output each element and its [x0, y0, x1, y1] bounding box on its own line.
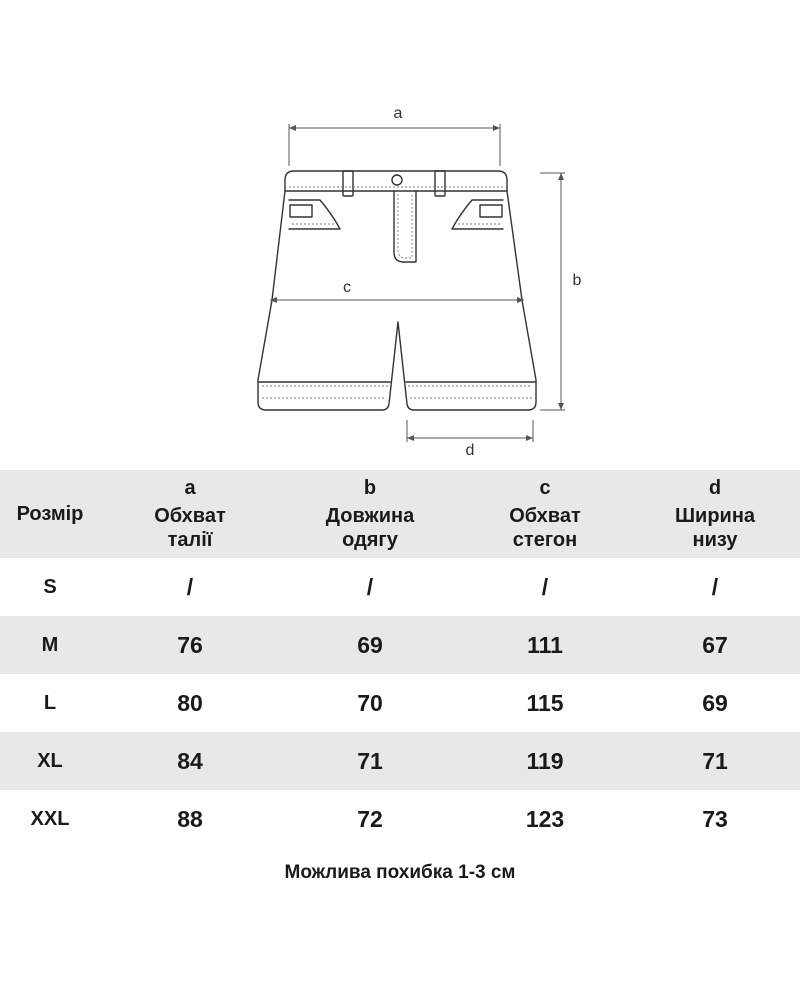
cell-d: 69: [702, 689, 728, 716]
table-row: [0, 790, 800, 848]
waistband-outline: [285, 171, 507, 191]
table-row: [0, 732, 800, 790]
cell-size: XXL: [30, 807, 70, 830]
waist-button: [392, 175, 402, 185]
cell-b: /: [366, 573, 374, 600]
belt-loop-right: [435, 171, 445, 196]
header-size: Розмір: [16, 503, 84, 525]
cell-a: /: [186, 573, 194, 600]
header-hem-width: d Ширина низу: [674, 477, 756, 551]
fly-outline: [394, 191, 416, 262]
cell-b: 69: [357, 631, 383, 658]
cell-c: 119: [526, 747, 564, 774]
cell-d: 73: [702, 805, 728, 832]
cell-d: 67: [702, 631, 728, 658]
cell-a: 76: [177, 631, 203, 658]
table-row: [0, 616, 800, 674]
cell-size: XL: [37, 749, 63, 772]
table-header-row: [0, 470, 800, 558]
coin-pocket: [290, 205, 312, 217]
cell-d: 71: [702, 747, 728, 774]
cell-a: 84: [177, 747, 203, 774]
dimension-label-b: b: [572, 272, 582, 289]
cell-c: 123: [525, 805, 565, 832]
cell-size: L: [43, 691, 57, 714]
header-hips: c Обхват стегон: [509, 477, 581, 551]
cell-c: /: [541, 573, 549, 600]
size-chart-table: [0, 470, 800, 848]
cell-c: 115: [526, 689, 564, 716]
dimension-label-a: a: [393, 105, 403, 122]
dimension-label-d: d: [465, 442, 475, 459]
belt-loop-left: [343, 171, 353, 196]
header-waist: a Обхват талії: [154, 477, 226, 551]
cell-a: 80: [177, 689, 203, 716]
cell-c: 111: [527, 631, 563, 658]
dimension-label-c: c: [343, 279, 351, 296]
cell-b: 70: [357, 689, 383, 716]
cell-size: M: [41, 633, 59, 656]
cell-b: 71: [357, 747, 383, 774]
table-row: [0, 674, 800, 732]
shorts-drawing: [0, 0, 800, 470]
cell-d: /: [711, 573, 719, 600]
header-length: b Довжина одягу: [325, 477, 415, 551]
cell-a: 88: [177, 805, 203, 832]
cell-size: S: [43, 575, 57, 598]
cell-b: 72: [357, 805, 383, 832]
shorts-diagram: [0, 0, 800, 470]
table-row: [0, 558, 800, 616]
coin-pocket-right: [480, 205, 502, 217]
tolerance-note: Можлива похибка 1-3 см: [284, 862, 516, 883]
